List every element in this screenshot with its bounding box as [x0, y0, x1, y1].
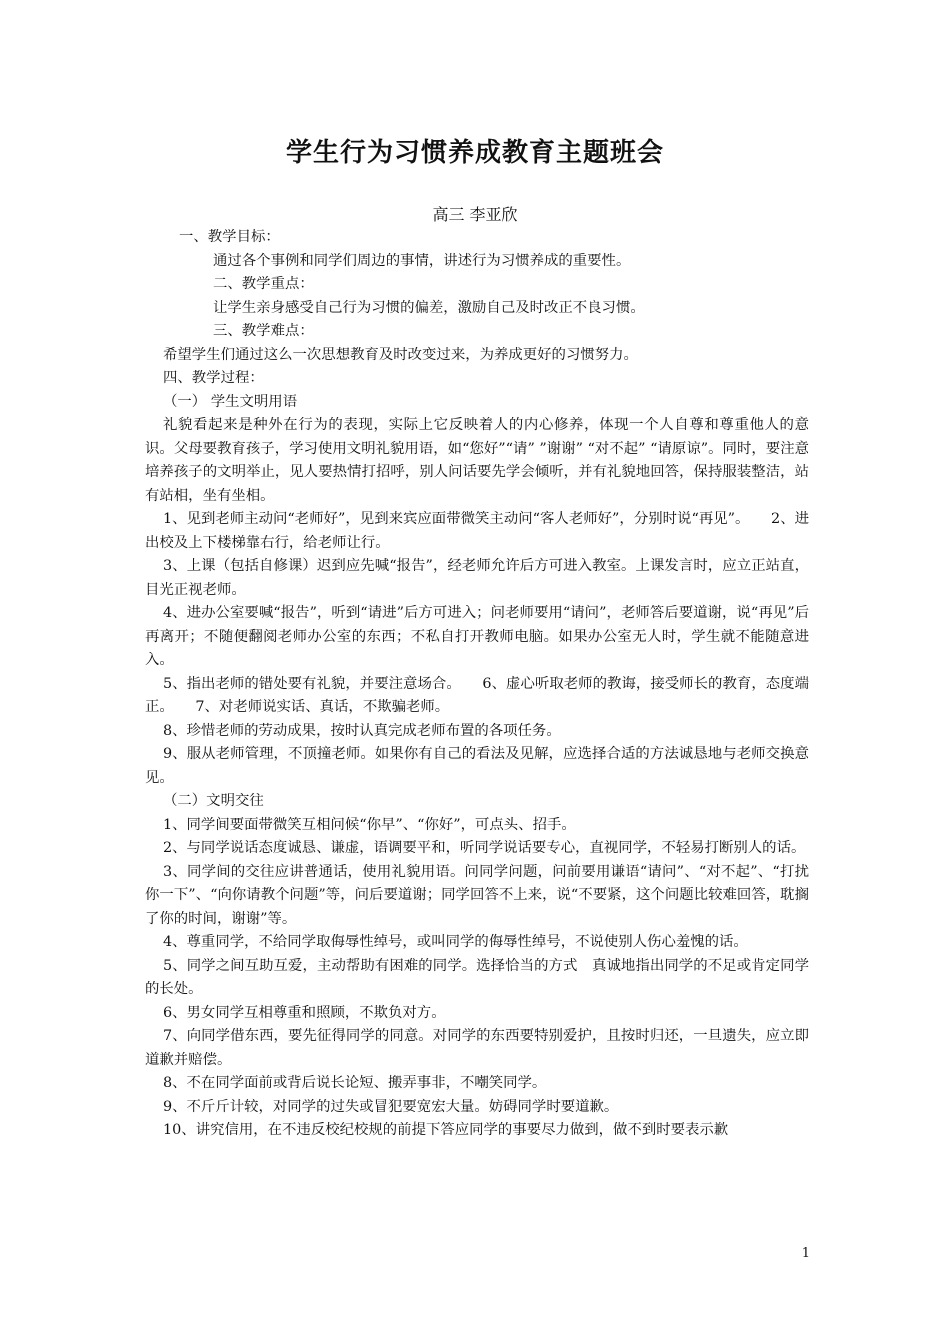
paragraph: 通过各个事例和同学们周边的事情，讲述行为习惯养成的重要性。 [213, 252, 631, 269]
document-body [145, 226, 809, 1143]
section-heading-key-points: 二、教学重点： [213, 276, 314, 292]
section-heading-process: 四、教学过程： [163, 370, 264, 386]
list-item: 4、进办公室要喊“报告”，听到“请进”后方可进入；问老师要用“请问”，老师答后要道谢，说“再见”后再离开；不随便翻阅老师办公室的东西；不私自打开教师电脑。如果办公室无人时，学生就不能随意进入。 [145, 605, 809, 668]
list-item: 9、服从老师管理，不顶撞老师。如果你有自己的看法及见解，应选择合适的方法诚恳地与老师交换意见。 [145, 746, 809, 786]
list-item: 9、不斤斤计较，对同学的过失或冒犯要宽宏大量。妨碍同学时要道歉。 [163, 1098, 619, 1115]
list-item: 5、同学之间互助互爱，主动帮助有困难的同学。选择恰当的方式 真诚地指出同学的不足或肯定同学的长处。 [145, 957, 809, 997]
list-item: 6、男女同学互相尊重和照顾，不欺负对方。 [163, 1004, 446, 1021]
paragraph: 礼貌看起来是种外在行为的表现，实际上它反映着人的内心修养，体现一个人自尊和尊重他人的意识。父母要教育孩子，学习使用文明礼貌用语，如“您好”“请” ”谢谢” “对不起” “请原谅”。同时，要注意培养孩子的文明举止，见人要热情打招呼，别人问话要先学会倾听，并有礼貌地回答，保持服装整洁，站有站相，坐有坐相。 [145, 417, 809, 504]
list-item: 8、不在同学面前或背后说长论短、搬弄事非，不嘲笑同学。 [163, 1075, 547, 1091]
list-item: 10、讲究信用，在不违反校纪校规的前提下答应同学的事要尽力做到，做不到时要表示歉 [163, 1122, 729, 1138]
list-item: 4、尊重同学，不给同学取侮辱性绰号，或叫同学的侮辱性绰号，不说使别人伤心羞愧的话。 [163, 934, 748, 950]
section-heading-difficulties: 三、教学难点： [213, 323, 314, 339]
author-line: 高三 李亚欣 [432, 205, 518, 224]
list-item: 8、珍惜老师的劳动成果，按时认真完成老师布置的各项任务。 [163, 722, 561, 739]
list-item: 3、同学间的交往应讲普通话，使用礼貌用语。问同学问题，问前要用谦语“请问”、“对不起”、“打扰你一下”、“向你请教个问题”等，问后要道谢；同学回答不上来，说“不要紧，这个问题比较难回答，耽搁了你的时间，谢谢”等。 [145, 863, 809, 927]
subsection-heading-civil-interaction: （二）文明交往 [163, 793, 264, 809]
page-number: 1 [801, 1246, 810, 1261]
section-heading-objectives: 一、教学目标： [179, 229, 280, 245]
list-item: 3、上课（包括自修课）迟到应先喊“报告”，经老师允许后方可进入教室。上课发言时，应立正站直，目光正视老师。 [145, 558, 809, 598]
paragraph: 希望学生们通过这么一次思想教育及时改变过来，为养成更好的习惯努力。 [163, 346, 638, 363]
list-item: 7、向同学借东西，要先征得同学的同意。对同学的东西要特别爱护，且按时归还，一旦遗失，应立即道歉并赔偿。 [145, 1028, 809, 1068]
paragraph: 让学生亲身感受自己行为习惯的偏差，激励自己及时改正不良习惯。 [213, 299, 645, 316]
list-item: 2、与同学说话态度诚恳、谦虚，语调要平和，听同学说话要专心，直视同学，不轻易打断别人的话。 [163, 840, 806, 856]
subsection-heading-civil-language: （一） 学生文明用语 [163, 393, 298, 410]
list-item: 1、见到老师主动问“老师好”，见到来宾应面带微笑主动问“客人老师好”，分别时说“再见”。 2、进出校及上下楼梯靠右行，给老师让行。 [145, 511, 809, 551]
list-item: 5、指出老师的错处要有礼貌，并要注意场合。 6、虚心听取老师的教诲，接受师长的教育，态度端正。 7、对老师说实话、真话，不欺骗老师。 [145, 675, 809, 715]
list-item: 1、同学间要面带微笑互相问候“你早”、“你好”，可点头、招手。 [163, 816, 576, 833]
page-title: 学生行为习惯养成教育主题班会 [285, 138, 664, 168]
